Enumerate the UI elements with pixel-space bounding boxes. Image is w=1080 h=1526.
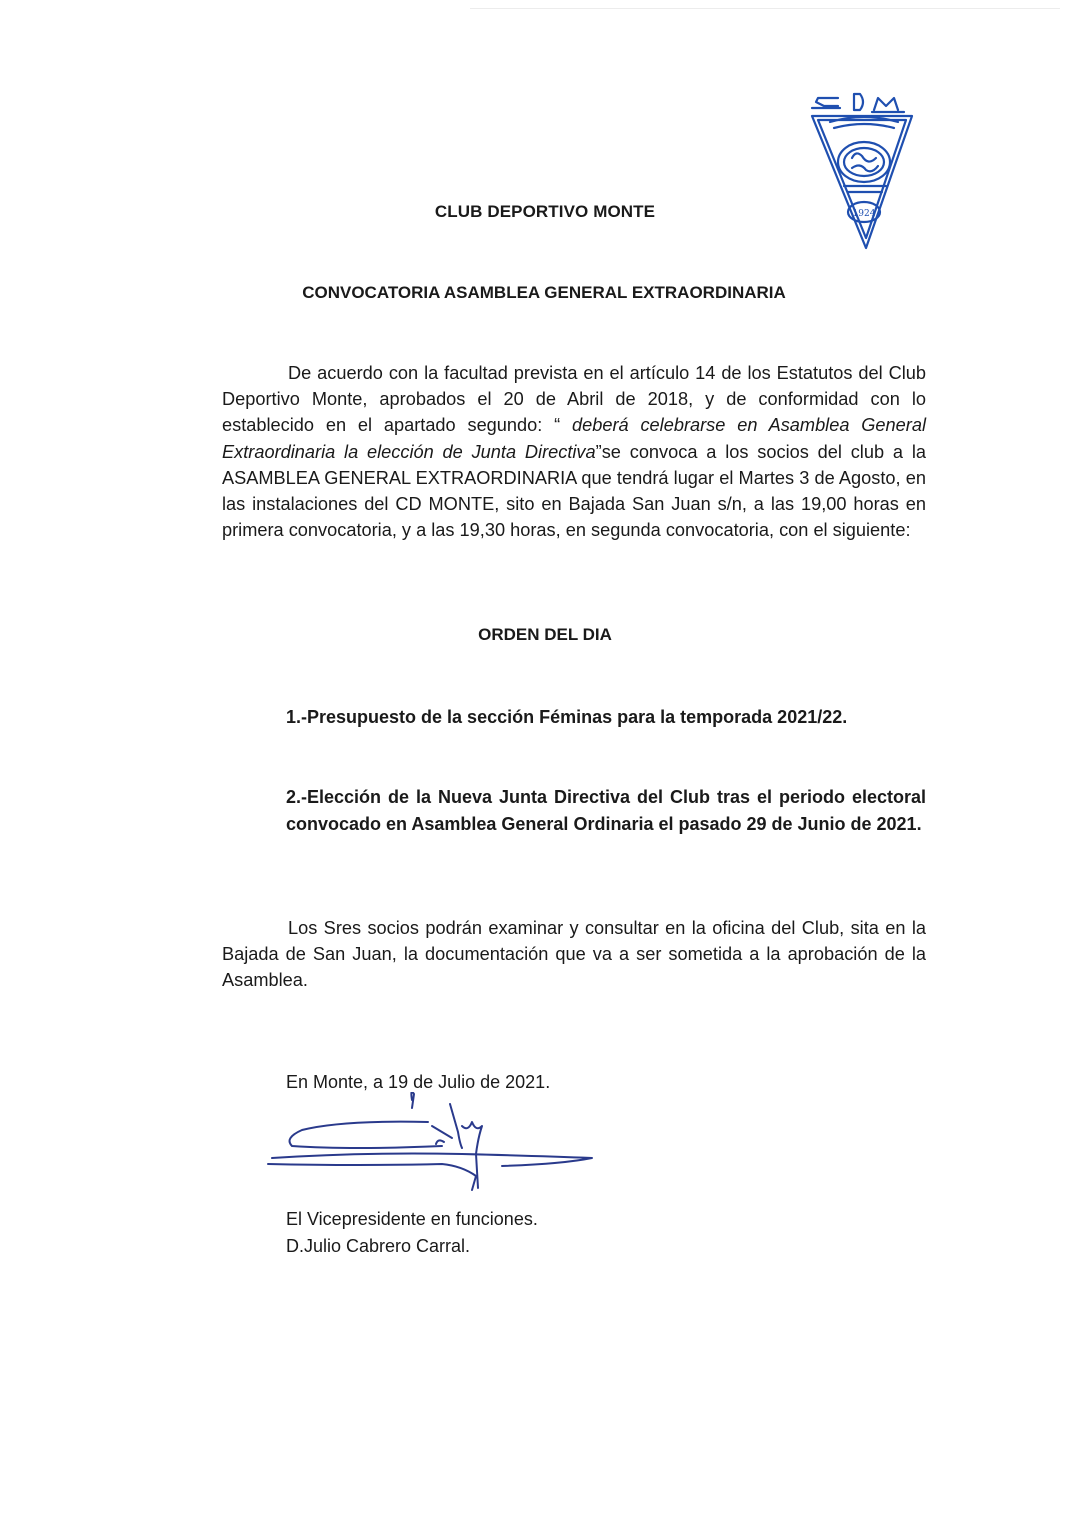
agenda-heading: ORDEN DEL DIA	[478, 625, 612, 644]
signer-role: El Vicepresidente en funciones.	[286, 1209, 538, 1229]
club-crest-icon	[808, 92, 918, 252]
intro-text-part1: De acuerdo con la facultad prevista en el artículo 14 de los Estatutos del Club Deportivo Monte, aprobados el 20 de Abril de 2018, y de conformidad con lo establecido en el apartado segundo: “	[222, 363, 926, 436]
signer-name: D.Julio Cabrero Carral.	[286, 1236, 471, 1256]
notice-paragraph	[222, 915, 926, 994]
notice-text: Los Sres socios podrán examinar y consultar en la oficina del Club, sita en la Bajada de San Juan, la documentación que va a ser sometida a la aprobación de la Asamblea.	[222, 918, 926, 991]
place-date-line: En Monte, a 19 de Julio de 2021.	[286, 1072, 551, 1092]
signer-block	[286, 1206, 538, 1260]
agenda-item-2: 2.-Elección de la Nueva Junta Directiva del Club tras el periodo electoral convocado en Asamblea General Ordinaria el pasado 29 de Junio de 2021.	[286, 787, 926, 834]
statute-quote: deberá celebrarse en Asamblea General Extraordinaria la elección de Junta Directiva	[222, 415, 926, 462]
intro-paragraph	[222, 360, 926, 543]
agenda-item-1: 1.-Presupuesto de la sección Féminas para la temporada 2021/22.	[286, 707, 848, 727]
crest-year: 1924	[852, 209, 876, 219]
signature-icon	[262, 1092, 602, 1202]
intro-text-part2: ”se convoca a los socios del club a la ASAMBLEA GENERAL EXTRAORDINARIA que tendrá lugar el Martes 3 de Agosto, en las instalaciones del CD MONTE, sito en Bajada San Juan s/n, a las 19,00 horas en primera convocatoria, y a las 19,30 horas, en segunda convocatoria, con el siguiente:	[222, 441, 926, 541]
scan-edge-line	[470, 8, 1060, 9]
club-name-heading: CLUB DEPORTIVO MONTE	[434, 202, 656, 221]
document-title: CONVOCATORIA ASAMBLEA GENERAL EXTRAORDINARIA	[302, 283, 786, 302]
